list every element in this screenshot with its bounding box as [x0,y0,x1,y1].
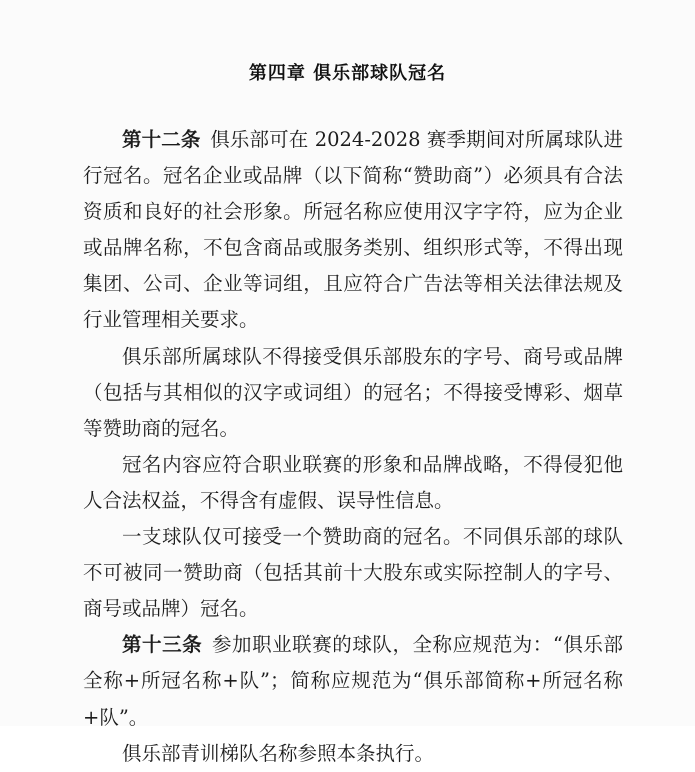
article-12-paragraph-2: 俱乐部所属球队不得接受俱乐部股东的字号、商号或品牌（包括与其相似的汉字或词组）的冠名；不得接受博彩、烟草等赞助商的冠名。 [83,344,623,440]
chapter-body [83,122,623,772]
article-12-paragraph-4: 一支球队仅可接受一个赞助商的冠名。不同俱乐部的球队不可被同一赞助商（包括其前十大股东或实际控制人的字号、商号或品牌）冠名。 [83,525,623,621]
article-12-paragraph-1 [83,122,623,339]
article-12-paragraph-3: 冠名内容应符合职业联赛的形象和品牌战略，不得侵犯他人合法权益，不得含有虚假、误导性信息。 [83,452,623,512]
article-13-paragraph-2: 俱乐部青训梯队名称参照本条执行。 [122,741,435,765]
article-13-label: 第十三条 [122,633,203,657]
article-13-paragraph-1 [83,627,623,735]
chapter-title: 第四章 俱乐部球队冠名 [248,63,447,84]
article-13-text: 参加职业联赛的球队，全称应规范为：“俱乐部全称+所冠名称+队”；简称应规范为“俱乐部简称+所冠名称+队”。 [83,633,623,729]
article-12-text: 俱乐部可在 2024-2028 赛季期间对所属球队进行冠名。冠名企业或品牌（以下简称“赞助商”）必须具有合法资质和良好的社会形象。所冠名称应使用汉字字符，应为企业或品牌名称，不包含商品或服务类别、组织形式等，不得出现集团、公司、企业等词组，且应符合广告法等相关法律法规及行业管理相关要求。 [83,128,623,332]
article-12-label: 第十二条 [122,128,201,151]
